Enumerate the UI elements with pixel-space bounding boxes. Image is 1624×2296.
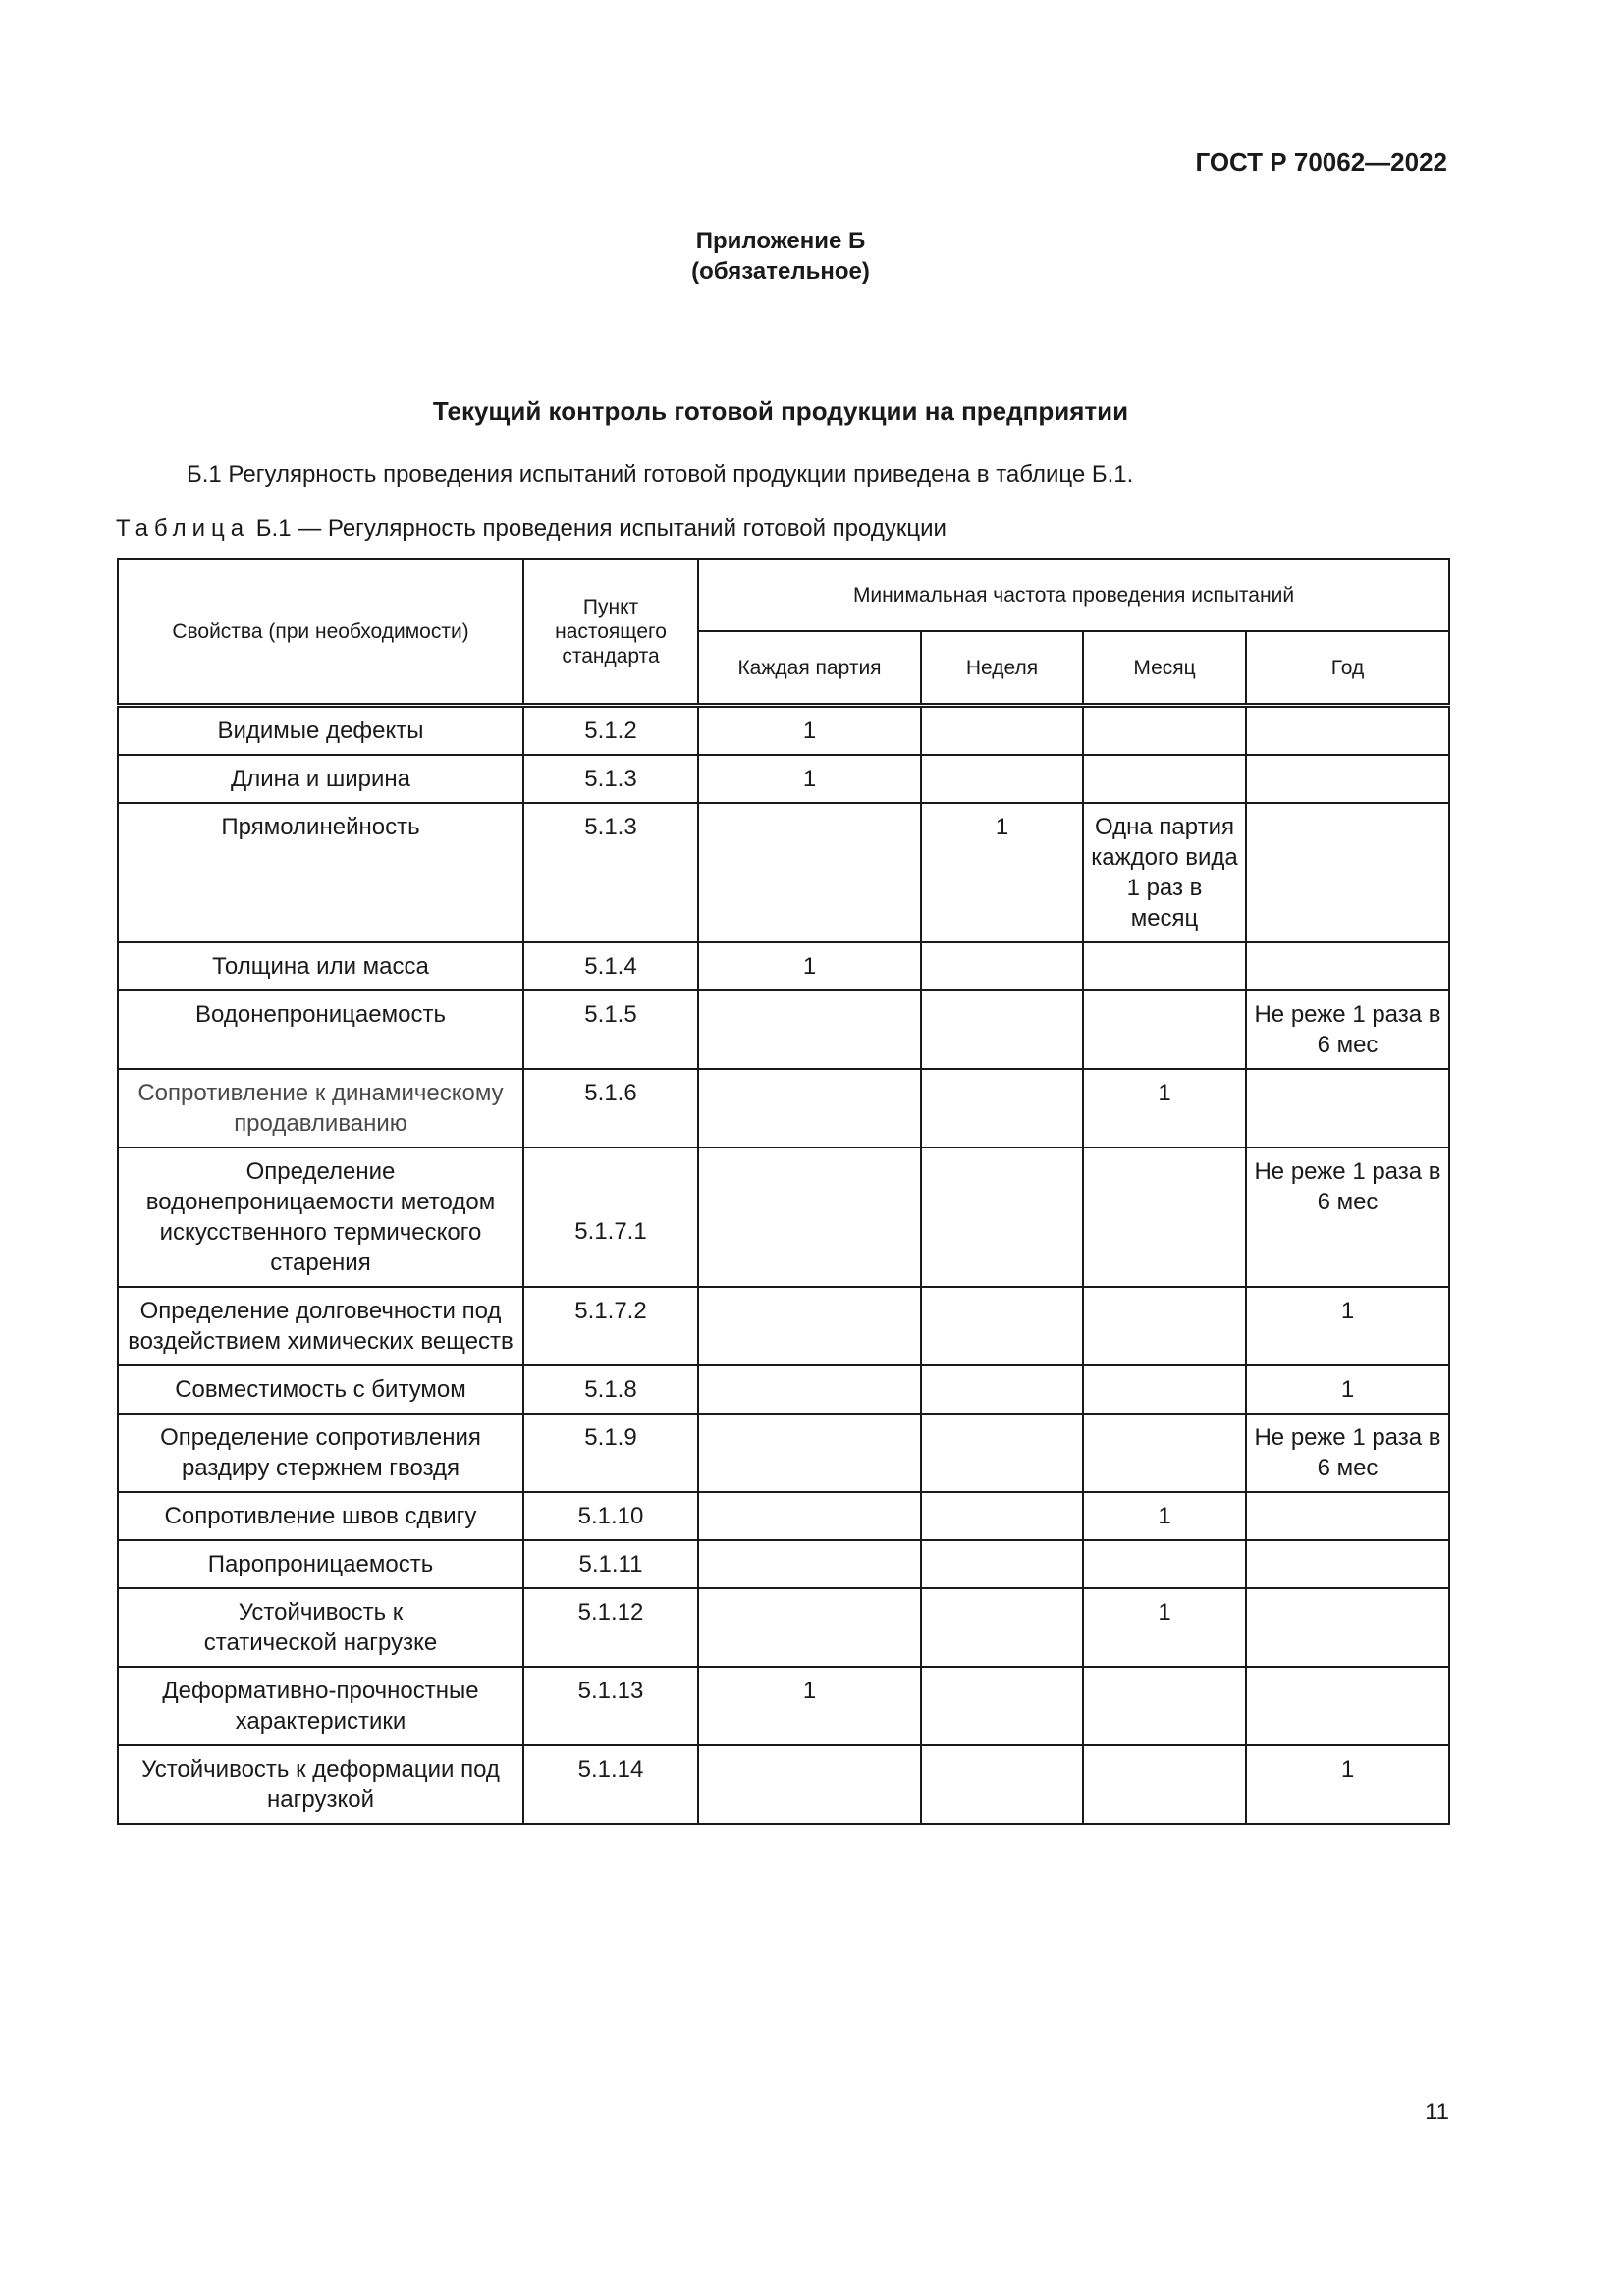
cell-property: Паропроницаемость xyxy=(118,1540,523,1588)
header-month: Месяц xyxy=(1083,631,1246,706)
cell-batch xyxy=(698,1540,921,1588)
cell-clause: 5.1.8 xyxy=(523,1365,698,1414)
cell-clause: 5.1.5 xyxy=(523,990,698,1069)
cell-clause: 5.1.7.2 xyxy=(523,1287,698,1365)
cell-property: Сопротивление швов сдвигу xyxy=(118,1492,523,1540)
cell-year xyxy=(1246,942,1449,990)
cell-month xyxy=(1083,755,1246,803)
cell-clause: 5.1.11 xyxy=(523,1540,698,1588)
header-property: Свойства (при необходимости) xyxy=(118,559,523,706)
cell-month xyxy=(1083,706,1246,756)
cell-year: 1 xyxy=(1246,1365,1449,1414)
cell-year xyxy=(1246,1667,1449,1745)
cell-batch xyxy=(698,803,921,942)
table-row xyxy=(118,1287,1449,1365)
cell-batch xyxy=(698,1287,921,1365)
cell-month xyxy=(1083,990,1246,1069)
cell-week xyxy=(921,1365,1083,1414)
cell-property: Толщина или масса xyxy=(118,942,523,990)
cell-week xyxy=(921,1148,1083,1287)
cell-year xyxy=(1246,803,1449,942)
cell-month: 1 xyxy=(1083,1588,1246,1667)
cell-year: Не реже 1 раза в 6 мес xyxy=(1246,1148,1449,1287)
cell-year xyxy=(1246,1588,1449,1667)
cell-month: 1 xyxy=(1083,1492,1246,1540)
cell-property: Деформативно-прочностные характеристики xyxy=(118,1667,523,1745)
cell-batch xyxy=(698,990,921,1069)
table-row xyxy=(118,990,1449,1069)
cell-batch xyxy=(698,1365,921,1414)
cell-year xyxy=(1246,755,1449,803)
table-row xyxy=(118,803,1449,942)
cell-clause: 5.1.3 xyxy=(523,803,698,942)
cell-month xyxy=(1083,1414,1246,1492)
cell-week: 1 xyxy=(921,803,1083,942)
annex-title: Приложение Б xyxy=(695,228,866,254)
cell-month xyxy=(1083,1287,1246,1365)
table-caption xyxy=(116,515,947,543)
cell-year: 1 xyxy=(1246,1287,1449,1365)
cell-year xyxy=(1246,1540,1449,1588)
cell-clause: 5.1.4 xyxy=(523,942,698,990)
annex-heading xyxy=(0,226,1561,287)
cell-week xyxy=(921,1667,1083,1745)
table-caption-text: Б.1 — Регулярность проведения испытаний готовой продукции xyxy=(249,515,947,542)
table-row xyxy=(118,1667,1449,1745)
table-row xyxy=(118,1540,1449,1588)
cell-month xyxy=(1083,1745,1246,1824)
page-number: 11 xyxy=(1425,2099,1449,2125)
cell-batch xyxy=(698,1148,921,1287)
header-year: Год xyxy=(1246,631,1449,706)
header-week: Неделя xyxy=(921,631,1083,706)
cell-week xyxy=(921,1414,1083,1492)
header-batch: Каждая партия xyxy=(698,631,921,706)
header-clause: Пункт настоящего стандарта xyxy=(523,559,698,706)
cell-week xyxy=(921,706,1083,756)
cell-batch: 1 xyxy=(698,755,921,803)
table-row xyxy=(118,755,1449,803)
test-frequency-table xyxy=(117,558,1450,1825)
intro-paragraph: Б.1 Регулярность проведения испытаний готовой продукции приведена в таблице Б.1. xyxy=(187,461,1134,488)
cell-week xyxy=(921,942,1083,990)
cell-month xyxy=(1083,1365,1246,1414)
cell-week xyxy=(921,1588,1083,1667)
document-code: ГОСТ Р 70062—2022 xyxy=(1195,147,1447,177)
cell-week xyxy=(921,1745,1083,1824)
cell-week xyxy=(921,1540,1083,1588)
section-title: Текущий контроль готовой продукции на предприятии xyxy=(432,397,1129,426)
cell-year: 1 xyxy=(1246,1745,1449,1824)
cell-month: 1 xyxy=(1083,1069,1246,1148)
cell-clause: 5.1.13 xyxy=(523,1667,698,1745)
cell-month xyxy=(1083,1148,1246,1287)
annex-note: (обязательное) xyxy=(691,258,870,285)
cell-month xyxy=(1083,1667,1246,1745)
cell-property: Прямолинейность xyxy=(118,803,523,942)
cell-year xyxy=(1246,1492,1449,1540)
table-row xyxy=(118,1492,1449,1540)
cell-batch xyxy=(698,1069,921,1148)
cell-batch: 1 xyxy=(698,706,921,756)
cell-year: Не реже 1 раза в 6 мес xyxy=(1246,1414,1449,1492)
cell-clause: 5.1.7.1 xyxy=(523,1148,698,1287)
cell-week xyxy=(921,1287,1083,1365)
table-row xyxy=(118,1148,1449,1287)
cell-property: Сопротивление к динамическому продавливанию xyxy=(118,1069,523,1148)
cell-clause: 5.1.2 xyxy=(523,706,698,756)
cell-year xyxy=(1246,1069,1449,1148)
cell-year xyxy=(1246,706,1449,756)
cell-batch xyxy=(698,1588,921,1667)
table-row xyxy=(118,706,1449,756)
cell-batch: 1 xyxy=(698,1667,921,1745)
cell-property: Устойчивость к статической нагрузке xyxy=(118,1588,523,1667)
table-row xyxy=(118,1069,1449,1148)
cell-property: Совместимость с битумом xyxy=(118,1365,523,1414)
table-row xyxy=(118,1414,1449,1492)
cell-week xyxy=(921,1069,1083,1148)
cell-clause: 5.1.12 xyxy=(523,1588,698,1667)
table-row xyxy=(118,1745,1449,1824)
cell-clause: 5.1.6 xyxy=(523,1069,698,1148)
cell-property: Водонепроницаемость xyxy=(118,990,523,1069)
cell-property: Длина и ширина xyxy=(118,755,523,803)
cell-property: Определение водонепроницаемости методом искусственного термического старения xyxy=(118,1148,523,1287)
cell-clause: 5.1.9 xyxy=(523,1414,698,1492)
cell-clause: 5.1.3 xyxy=(523,755,698,803)
cell-batch xyxy=(698,1414,921,1492)
cell-week xyxy=(921,755,1083,803)
cell-year: Не реже 1 раза в 6 мес xyxy=(1246,990,1449,1069)
header-frequency: Минимальная частота проведения испытаний xyxy=(698,559,1449,631)
table-caption-prefix: Таблица xyxy=(116,515,250,542)
cell-week xyxy=(921,1492,1083,1540)
table-row xyxy=(118,1588,1449,1667)
cell-property: Устойчивость к деформации под нагрузкой xyxy=(118,1745,523,1824)
cell-clause: 5.1.10 xyxy=(523,1492,698,1540)
cell-property: Определение сопротивления раздиру стержнем гвоздя xyxy=(118,1414,523,1492)
table-row xyxy=(118,942,1449,990)
cell-batch: 1 xyxy=(698,942,921,990)
cell-clause: 5.1.14 xyxy=(523,1745,698,1824)
cell-property: Определение долговечности под воздействием химических веществ xyxy=(118,1287,523,1365)
cell-week xyxy=(921,990,1083,1069)
cell-property: Видимые дефекты xyxy=(118,706,523,756)
cell-month xyxy=(1083,1540,1246,1588)
cell-month xyxy=(1083,942,1246,990)
table-row xyxy=(118,1365,1449,1414)
cell-batch xyxy=(698,1492,921,1540)
cell-month: Одна партия каждого вида 1 раз в месяц xyxy=(1083,803,1246,942)
cell-batch xyxy=(698,1745,921,1824)
